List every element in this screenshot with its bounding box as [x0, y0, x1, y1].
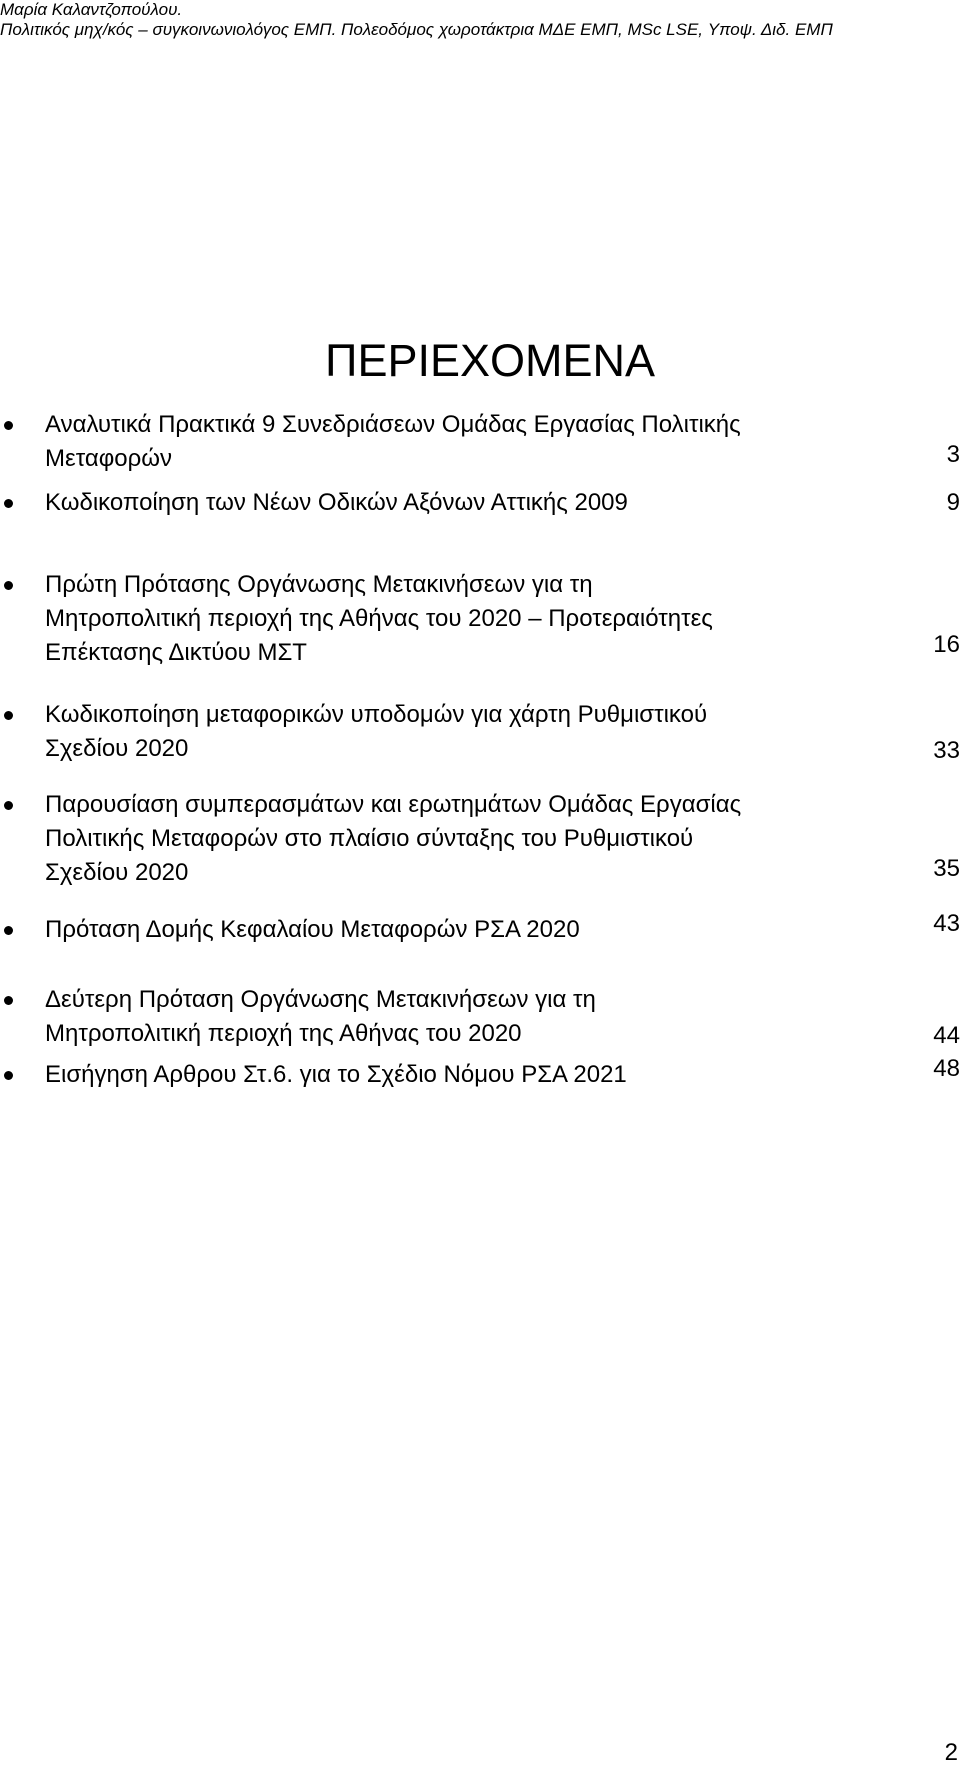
- toc-entry-title: Σχεδίου 2020: [45, 859, 189, 886]
- page-number: 2: [944, 1739, 958, 1766]
- running-header: [0, 0, 960, 40]
- toc-page-number: 48: [933, 1055, 960, 1082]
- toc-entry-title: Πολιτικής Μεταφορών στο πλαίσιο σύνταξης του Ρυθμιστικού: [45, 825, 694, 852]
- toc-entry-title: Αναλυτικά Πρακτικά 9 Συνεδριάσεων Ομάδας Εργασίας Πολιτικής: [45, 411, 741, 438]
- toc-entry-title: Πρόταση Δομής Κεφαλαίου Μεταφορών ΡΣΑ 2020: [45, 916, 580, 943]
- bullet-icon: [4, 581, 13, 590]
- bullet-icon: [4, 996, 13, 1005]
- toc-page-number: 44: [933, 1022, 960, 1049]
- toc-entry-title: Κωδικοποίηση μεταφορικών υποδομών για χάρτη Ρυθμιστικού: [45, 701, 708, 728]
- bullet-icon: [4, 711, 13, 720]
- author-credentials: Πολιτικός μηχ/κός – συγκοινωνιολόγος ΕΜΠ. Πολεοδόμος χωροτάκτρια ΜΔΕ ΕΜΠ, MSc LSE, Υποψ. Διδ. ΕΜΠ: [0, 20, 833, 39]
- toc-page-number: 43: [933, 910, 960, 937]
- bullet-icon: [4, 421, 13, 430]
- bullet-icon: [4, 801, 13, 810]
- bullet-icon: [4, 926, 13, 935]
- toc-entry-title: Μεταφορών: [45, 445, 173, 472]
- toc-page-number: 3: [946, 441, 960, 468]
- toc-page-number: 33: [933, 737, 960, 764]
- author-name: Μαρία Καλαντζοπούλου.: [0, 0, 183, 19]
- bullet-icon: [4, 499, 13, 508]
- toc-page-number: 9: [946, 489, 960, 516]
- bullet-icon: [4, 1071, 13, 1080]
- toc-entry-title: Επέκτασης Δικτύου ΜΣΤ: [45, 639, 307, 666]
- toc-entry-title: Πρώτη Πρότασης Οργάνωσης Μετακινήσεων για τη: [45, 571, 593, 598]
- toc-entry-title: Παρουσίαση συμπερασμάτων και ερωτημάτων Ομάδας Εργασίας: [45, 791, 742, 818]
- toc-page-number: 35: [933, 855, 960, 882]
- toc-entry-title: Δεύτερη Πρόταση Οργάνωσης Μετακινήσεων για τη: [45, 986, 596, 1013]
- toc-entry-title: Κωδικοποίηση των Νέων Οδικών Αξόνων Αττικής 2009: [45, 489, 628, 516]
- toc-page-number: 16: [933, 631, 960, 658]
- page-title: ΠΕΡΙΕΧΟΜΕΝΑ: [324, 335, 656, 386]
- toc-entry-title: Μητροπολιτική περιοχή της Αθήνας του 2020 – Προτεραιότητες: [45, 605, 713, 632]
- toc-entry-title: Μητροπολιτική περιοχή της Αθήνας του 2020: [45, 1020, 522, 1047]
- toc-entry-title: Σχεδίου 2020: [45, 735, 189, 762]
- toc-entry-title: Εισήγηση Αρθρου Στ.6. για το Σχέδιο Νόμου ΡΣΑ 2021: [45, 1061, 627, 1088]
